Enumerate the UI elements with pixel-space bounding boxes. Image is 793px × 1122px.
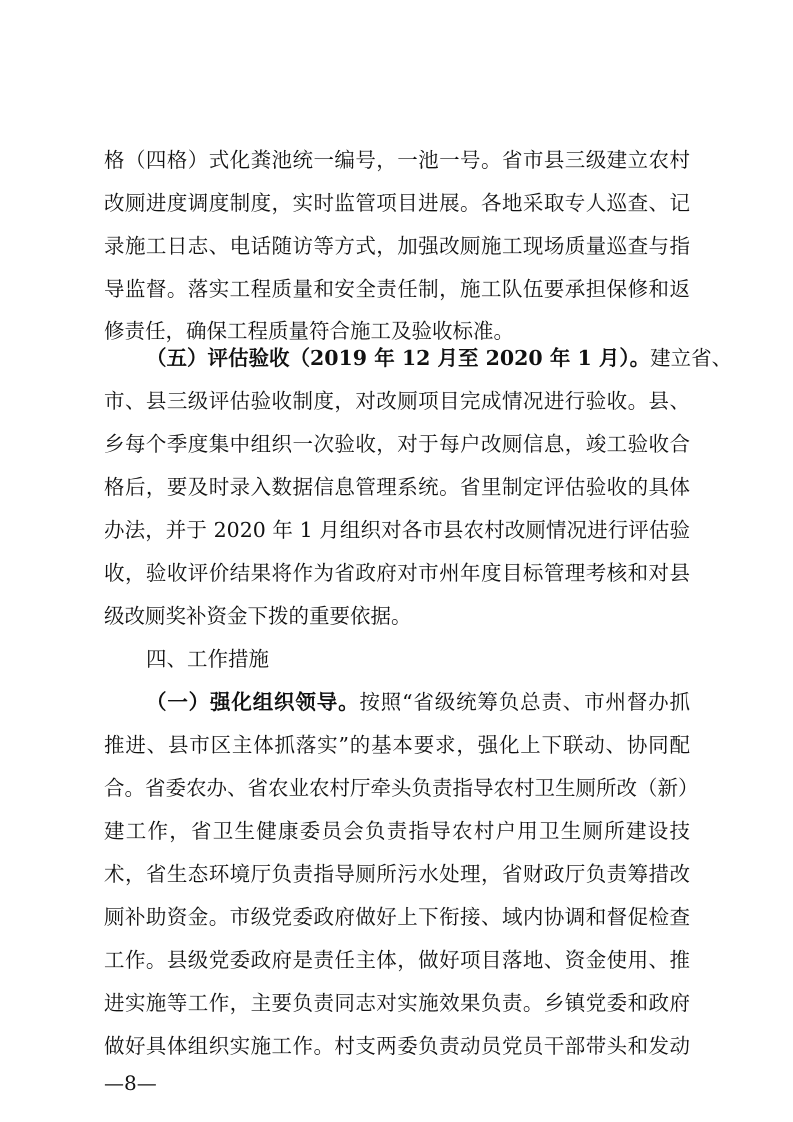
- paragraph-line: 导监督。落实工程质量和安全责任制，施工队伍要承担保修和返: [104, 277, 690, 301]
- section-heading-line: [146, 685, 690, 719]
- paragraph-line: 级改厕奖补资金下拨的重要依据。: [104, 604, 412, 628]
- paragraph-line: 格（四格）式化粪池统一编号，一池一号。省市县三级建立农村: [104, 148, 690, 172]
- section-heading-line: [146, 341, 733, 375]
- section-heading-leadership: （一）强化组织领导。: [146, 690, 360, 714]
- paragraph-line: 推进、县市区主体抓落实”的基本要求，强化上下联动、协同配: [104, 733, 690, 757]
- paragraph-line: 工作。县级党委政府是责任主体，做好项目落地、资金使用、推: [104, 948, 690, 972]
- paragraph-text: 按照“省级统筹负总责、市州督办抓: [359, 690, 690, 714]
- paragraph-line: 改厕进度调度制度，实时监管项目进展。各地采取专人巡查、记: [104, 191, 690, 215]
- paragraph-text: 建立省、: [650, 346, 733, 370]
- paragraph-line: 格后，要及时录入数据信息管理系统。省里制定评估验收的具体: [104, 475, 690, 499]
- paragraph-line: 修责任，确保工程质量符合施工及验收标准。: [104, 319, 514, 343]
- section-heading-work-measures: 四、工作措施: [146, 647, 269, 671]
- paragraph-line: 做好具体组织实施工作。村支两委负责动员党员干部带头和发动: [104, 1034, 690, 1058]
- paragraph-line: 录施工日志、电话随访等方式，加强改厕施工现场质量巡查与指: [104, 234, 690, 258]
- paragraph-line: 建工作，省卫生健康委员会负责指导农村户用卫生厕所建设技: [104, 819, 690, 843]
- paragraph-line: 市、县三级评估验收制度，对改厕项目完成情况进行验收。县、: [104, 389, 690, 413]
- paragraph-line: 术，省生态环境厅负责指导厕所污水处理，省财政厅负责筹措改: [104, 862, 690, 886]
- page-number: —8—: [104, 1071, 157, 1095]
- paragraph-line: 合。省委农办、省农业农村厅牵头负责指导农村卫生厕所改（新）: [104, 776, 699, 800]
- paragraph-line: 办法，并于 2020 年 1 月组织对各市县农村改厕情况进行评估验: [104, 518, 690, 542]
- paragraph-line: 厕补助资金。市级党委政府做好上下衔接、域内协调和督促检查: [104, 905, 690, 929]
- paragraph-line: 乡每个季度集中组织一次验收，对于每户改厕信息，竣工验收合: [104, 432, 690, 456]
- paragraph-line: 收，验收评价结果将作为省政府对市州年度目标管理考核和对县: [104, 561, 690, 585]
- section-heading-evaluation: （五）评估验收（2019 年 12 月至 2020 年 1 月）。: [146, 346, 651, 370]
- paragraph-line: 进实施等工作，主要负责同志对实施效果负责。乡镇党委和政府: [104, 991, 690, 1015]
